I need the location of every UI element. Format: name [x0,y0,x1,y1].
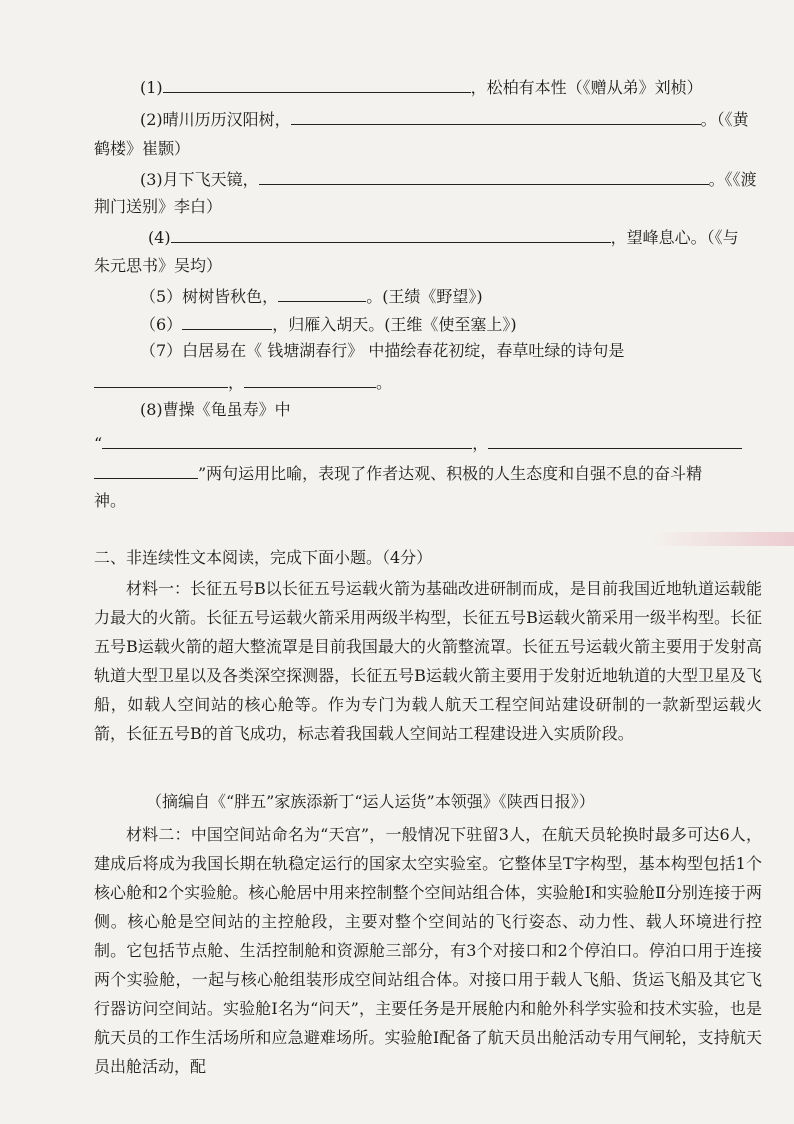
question-8-comma: ， [472,434,489,453]
answer-blank-8b[interactable] [488,430,742,449]
answer-blank-7a[interactable] [94,369,228,388]
question-7-comma: ， [228,373,245,392]
question-7: （7）白居易在《 钱塘湖春行》 中描绘春花初绽，春草吐绿的诗句是 [140,341,625,360]
question-6-suffix: ，归雁入胡天。(王维《使至塞上》) [272,315,517,334]
answer-blank-4[interactable] [171,224,611,243]
answer-blank-8c[interactable] [94,460,198,479]
question-4-suffix: ，望峰息心。（《与 [610,228,739,247]
question-2-prefix: (2)晴川历历汉阳树， [140,110,291,129]
question-3-suffix: 。《《渡 [708,170,757,189]
question-8-open-quote: “ [94,434,103,453]
question-4 [148,224,739,250]
question-1-number: (1) [140,78,163,97]
question-7-blanks [94,369,392,395]
question-6 [140,311,517,337]
question-7-period: 。 [376,373,393,392]
question-5-suffix: 。(王绩《野望》) [366,287,483,306]
question-8-close: ”两句运用比喻，表现了作者达观、积极的人生态度和自强不息的奋斗精 [198,464,703,483]
question-6-number: （6） [140,315,183,334]
answer-blank-1[interactable] [163,74,471,93]
question-3 [140,166,757,192]
answer-blank-7b[interactable] [244,369,376,388]
question-2-suffix: 。（《黄 [700,110,749,129]
material-1-source: （摘编自《“胖五”家族添新丁“运人运货”本领强》《陕西日报》） [146,792,595,811]
question-1-text: ，松柏有本性（《赠从弟》刘桢） [470,78,703,97]
question-2-cont: 鹤楼》崔颢） [94,139,191,158]
question-3-prefix: (3)月下飞天镜， [140,170,259,189]
question-1 [140,74,703,100]
question-8: (8)曹操《龟虽寿》中 [140,400,291,419]
answer-blank-6[interactable] [182,311,272,330]
question-3-cont: 荆门送别》李白） [94,197,223,216]
question-8-cont: 神。 [94,491,127,510]
question-4-number: (4) [148,228,171,247]
question-2 [140,106,749,132]
question-8-blanks [94,430,742,456]
answer-blank-5[interactable] [278,283,366,302]
answer-blank-3[interactable] [259,166,709,185]
question-8-line2 [94,460,702,486]
question-5 [140,283,483,309]
section-2-heading: 二、非连续性文本阅读，完成下面小题。（4分） [94,548,433,567]
answer-blank-2[interactable] [291,106,701,125]
red-stamp-mark [650,532,794,546]
question-4-cont: 朱元思书》吴均） [94,256,223,275]
material-2: 材料二：中国空间站命名为“天宫”，一般情况下驻留3人，在航天员轮换时最多可达6人，建成后将成为我国长期在轨稳定运行的国家太空实验室。它整体呈T字构型，基本构型包括1个核心舱和2个实验舱。核心舱居中用来控制整个空间站组合体，实验舱Ⅰ和实验舱Ⅱ分别连接于两侧。核心舱是空间站的主控舱段，主要对整个空间站的飞行姿态、动力性、载人环境进行控制。它包括节点舱、生活控制舱和资源舱三部分，有3个对接口和2个停泊口。停泊口用于连接两个实验舱，一起与核心舱组装形成空间站组合体。对接口用于载人飞船、货运飞船及其它飞行器访问空间站。实验舱Ⅰ名为“问天”，主要任务是开展舱内和舱外科学实验和技术实验，也是航天员的工作生活场所和应急避难场所。实验舱Ⅰ配备了航天员出舱活动专用气闸轮，支持航天员出舱活动，配 [94,825,762,1076]
material-1: 材料一：长征五号B以长征五号运载火箭为基础改进研制而成，是目前我国近地轨道运载能力最大的火箭。长征五号运载火箭采用两级半构型，长征五号B运载火箭采用一级半构型。长征五号B运载火箭的超大整流罩是目前我国最大的火箭整流罩。长征五号运载火箭主要用于发射高轨道大型卫星以及各类深空探测器，长征五号B运载火箭主要用于发射近地轨道的大型卫星及飞船，如载人空间站的核心舱等。作为专门为载人航天工程空间站建设研制的一款新型运载火箭，长征五号B的首飞成功，标志着我国载人空间站工程建设进入实质阶段。 [94,579,762,743]
answer-blank-8a[interactable] [102,430,472,449]
question-5-prefix: （5）树树皆秋色， [140,287,279,306]
